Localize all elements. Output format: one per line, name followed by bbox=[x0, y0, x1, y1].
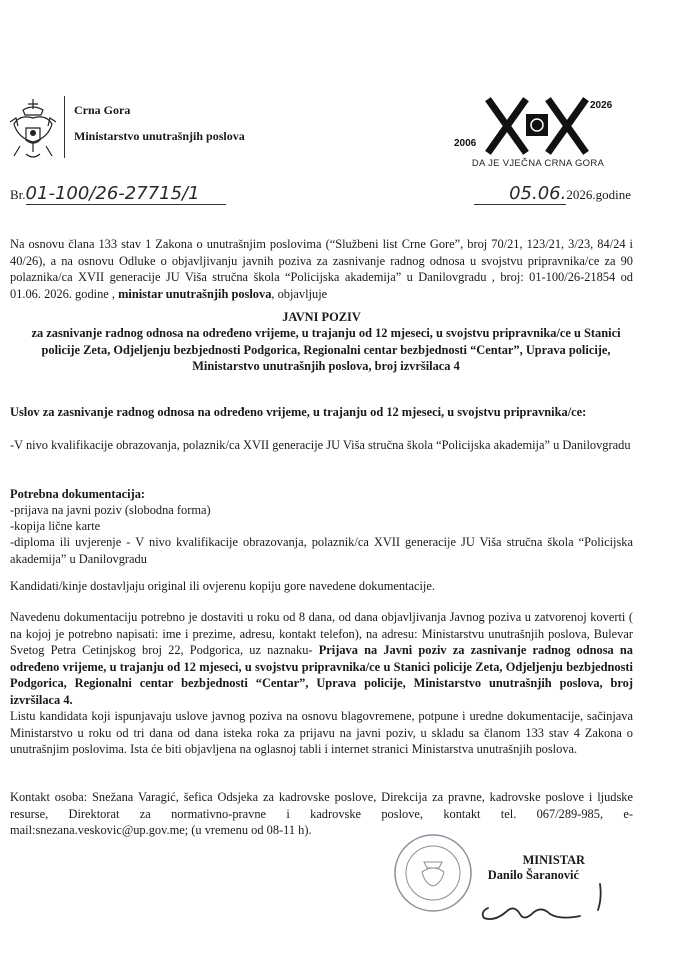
documentation-item: -prijava na javni poziv (slobodna forma) bbox=[10, 503, 211, 517]
condition-item: -V nivo kvalifikacije obrazovanja, polaznik/ca XVII generacije JU Viša stručna škola “Policijska akademija” u Danilovgradu bbox=[10, 438, 631, 452]
contact-paragraph: Kontakt osoba: Snežana Varagić, šefica Odsjeka za kadrovske poslove, Direkcija za pravne, kadrovske poslove i ljudske resurse, Direktorat za normativno-pravne i kadrovske poslove, kontakt tel. 067/289-985, e-mail:snezana.veskovic@up.gov.me; (u vremenu od 08-11 h). bbox=[10, 790, 633, 837]
documentation-heading: Potrebna dokumentacija: bbox=[10, 487, 146, 501]
anniversary-logo bbox=[452, 96, 622, 156]
list-note: Listu kandidata koji ispunjavaju uslove javnog poziva na osnovu blagovremene, potpune i uredne dokumentacije, sačinjava Ministarstvo u roku od tri dana od dana isteka roka za prijavu na javni poziv, u skladu sa članom 133 stav 4 Zakona o unutrašnjim poslovima. Ista će biti objavljena na oglasnoj tabli i internet stranici Ministarstva unutrašnjih poslova. bbox=[10, 709, 633, 756]
reference-number bbox=[10, 183, 226, 205]
intro-paragraph bbox=[10, 236, 633, 302]
intro-text: Na osnovu člana 133 stav 1 Zakona o unutrašnjim poslovima (“Službeni list Crne Gore”, broj 70/21, 123/21, 3/23, 84/24 i 40/26), a na osnovu Odluke o objavljivanju javnih poziva za zasnivanje radnog odnosa u svojstvu pripravnika/ce za 90 polaznika/ca XVII generacije JU Viša stručna škola “Policijska akademija” u Danilovgradu , broj: 01-100/26-21854 od 01.06. 2026. godine , bbox=[10, 237, 633, 301]
signature-name: Danilo Šaranović bbox=[487, 868, 579, 882]
country-name: Crna Gora bbox=[74, 103, 131, 117]
document-title: JAVNI POZIV bbox=[282, 310, 361, 324]
delivery-text: Navedenu dokumentaciju potrebno je dostaviti u roku od 8 dana, od dana objavljivanja Javnog poziva u zatvorenoj koverti ( na kojoj je potrebno napisati: ime i prezime, adresu, kontakt telefon), na adresu: Ministarstvu unutrašnjih poslova, Bulevar Svetog Petra Cetinjskog broj 22, Podgorica, uz naznaku- bbox=[10, 610, 633, 657]
documentation-item: -kopija lične karte bbox=[10, 519, 101, 533]
intro-minister: ministar unutrašnjih poslova bbox=[118, 286, 272, 301]
handwritten-signature bbox=[470, 878, 610, 926]
intro-end: , objavljuje bbox=[271, 286, 328, 301]
document-date bbox=[474, 183, 631, 205]
reference-prefix: Br. bbox=[10, 187, 26, 202]
delivery-label: Prijava na Javni poziv za zasnivanje radnog odnosa na određeno vrijeme, u trajanju od 12 mjeseci, u svojstvu pripravnika/ce u Stanici policije Zeta, Odjeljenju bezbjednosti Podgorica, Regionalni centar bezbjednosti “Centar”, Uprava policije, Ministarstvo unutrašnjih poslova, broj izvršilaca 4. bbox=[10, 643, 633, 707]
date-suffix: 2026.godine bbox=[566, 187, 631, 202]
delivery-paragraph bbox=[10, 609, 633, 708]
logo-tagline: DA JE VJEČNA CRNA GORA bbox=[471, 158, 605, 169]
coat-of-arms-icon bbox=[8, 96, 58, 168]
reference-number-handwritten: 01-100/26-27715/1 bbox=[26, 183, 226, 205]
document-subtitle: za zasnivanje radnog odnosa na određeno vrijeme, u trajanju od 12 mjeseci, u svojstvu pripravnika/ce u Stanici policije Zeta, Odjeljenju bezbjednosti Podgorica, Regionalni centar bezbjednosti “Centar”, Uprava policije, Ministarstvo unutrašnjih poslova, broj izvršilaca 4 bbox=[31, 326, 621, 373]
condition-heading: Uslov za zasnivanje radnog odnosa na određeno vrijeme, u trajanju od 12 mjeseci, u svojstvu pripravnika/ce: bbox=[10, 405, 587, 419]
logo-year-end: 2026 bbox=[590, 100, 613, 111]
ministry-name: Ministarstvo unutrašnjih poslova bbox=[74, 129, 245, 143]
signature-title: MINISTAR bbox=[522, 853, 585, 867]
official-stamp bbox=[392, 832, 474, 914]
original-note: Kandidati/kinje dostavljaju original ili ovjerenu kopiju gore navedene dokumentacije. bbox=[10, 579, 435, 593]
date-handwritten: 05.06. bbox=[474, 183, 566, 205]
logo-year-start: 2006 bbox=[454, 138, 477, 149]
header-divider bbox=[64, 96, 65, 158]
documentation-item: -diploma ili uvjerenje - V nivo kvalifikacije obrazovanja, polaznik/ca XVII generacije JU Viša stručna škola “Policijska akademija” u Danilovgradu bbox=[10, 535, 633, 566]
